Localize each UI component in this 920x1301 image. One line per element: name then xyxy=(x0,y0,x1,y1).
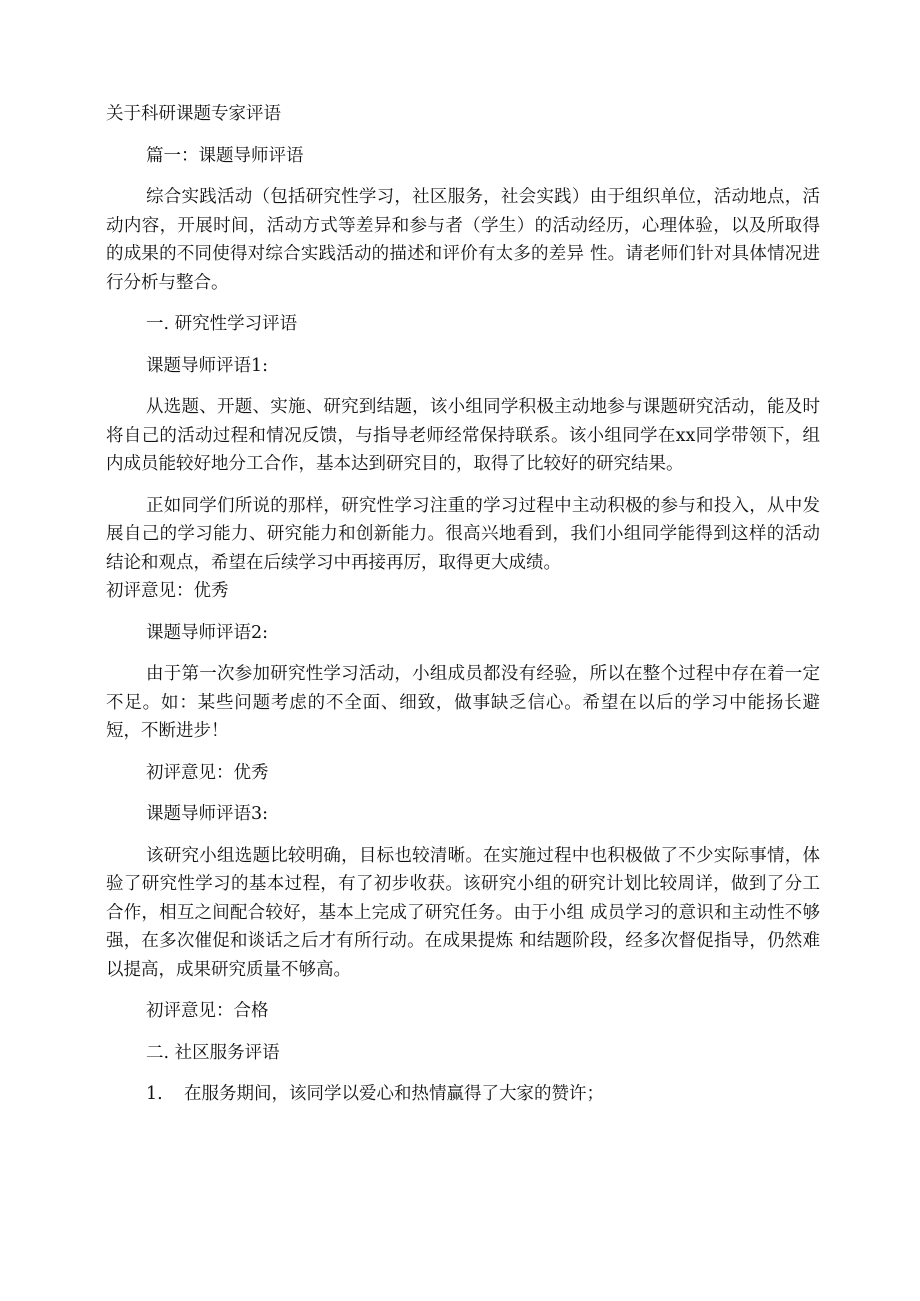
comment3-heading: 课题导师评语3: xyxy=(146,804,269,824)
list-item-text: 在服务期间，该同学以爱心和热情赢得了大家的赞许； xyxy=(184,1084,604,1104)
list-item-number: 1. xyxy=(146,1084,163,1104)
comment1-paragraph-2 xyxy=(106,492,820,606)
comment1-heading: 课题导师评语1: xyxy=(146,355,269,376)
part1-heading: 一. 研究性学习评语 xyxy=(146,314,298,334)
document-title: 关于科研课题专家评语 xyxy=(106,104,281,124)
intro-paragraph: 综合实践活动（包括研究性学习，社区服务，社会实践）由于组织单位，活动地点，活动内容，开展时间，活动方式等差异和参与者（学生）的活动经历，心理体验，以及所取得的成果的不同使得对综合实践活动的描述和评价有太多的差异 性。请老师们针对具体情况进行分析与整合。 xyxy=(106,187,820,293)
comment2-paragraph: 由于第一次参加研究性学习活动，小组成员都没有经验，所以在整个过程中存在着一定不足。如：某些问题考虑的不全面、细致，做事缺乏信心。希望在以后的学习中能扬长避短，不断进步！ xyxy=(106,664,820,741)
list-item xyxy=(106,1080,820,1109)
comment1-paragraph-2-main: 正如同学们所说的那样，研究性学习注重的学习过程中主动积极的参与和投入，从中发展自己的学习能力、研究能力和创新能力。很高兴地看到，我们小组同学能得到这样的活动结论和观点，希望在后续学习中再接再厉，取得更大成绩。 xyxy=(106,495,820,573)
comment2-verdict: 初评意见：优秀 xyxy=(146,762,269,783)
part2-heading: 二. 社区服务评语 xyxy=(146,1042,280,1063)
comment1-paragraph: 从选题、开题、实施、研究到结题，该小组同学积极主动地参与课题研究活动，能及时将自己的活动过程和情况反馈，与指导老师经常保持联系。该小组同学在xx同学带领下，组内成员能较好地分工合作，基本达到研究目的，取得了比较好的研究结果。 xyxy=(106,397,820,474)
comment3-paragraph: 该研究小组选题比较明确，目标也较清晰。在实施过程中也积极做了不少实际事情，体验了研究性学习的基本过程，有了初步收获。该研究小组的研究计划比较周详，做到了分工合作，相互之间配合较好，基本上完成了研究任务。由于小组 成员学习的意识和主动性不够强，在多次催促和谈话之后才有所行动。在成果提炼 和结题阶段，经多次督促指导，仍然难以提高，成果研究质量不够高。 xyxy=(106,845,820,980)
comment1-verdict: 初评意见：优秀 xyxy=(106,581,229,601)
comment2-heading: 课题导师评语2: xyxy=(146,622,269,643)
section-heading: 篇一：课题导师评语 xyxy=(146,145,304,166)
comment3-verdict: 初评意见：合格 xyxy=(146,1001,269,1021)
document-page xyxy=(106,100,820,1109)
